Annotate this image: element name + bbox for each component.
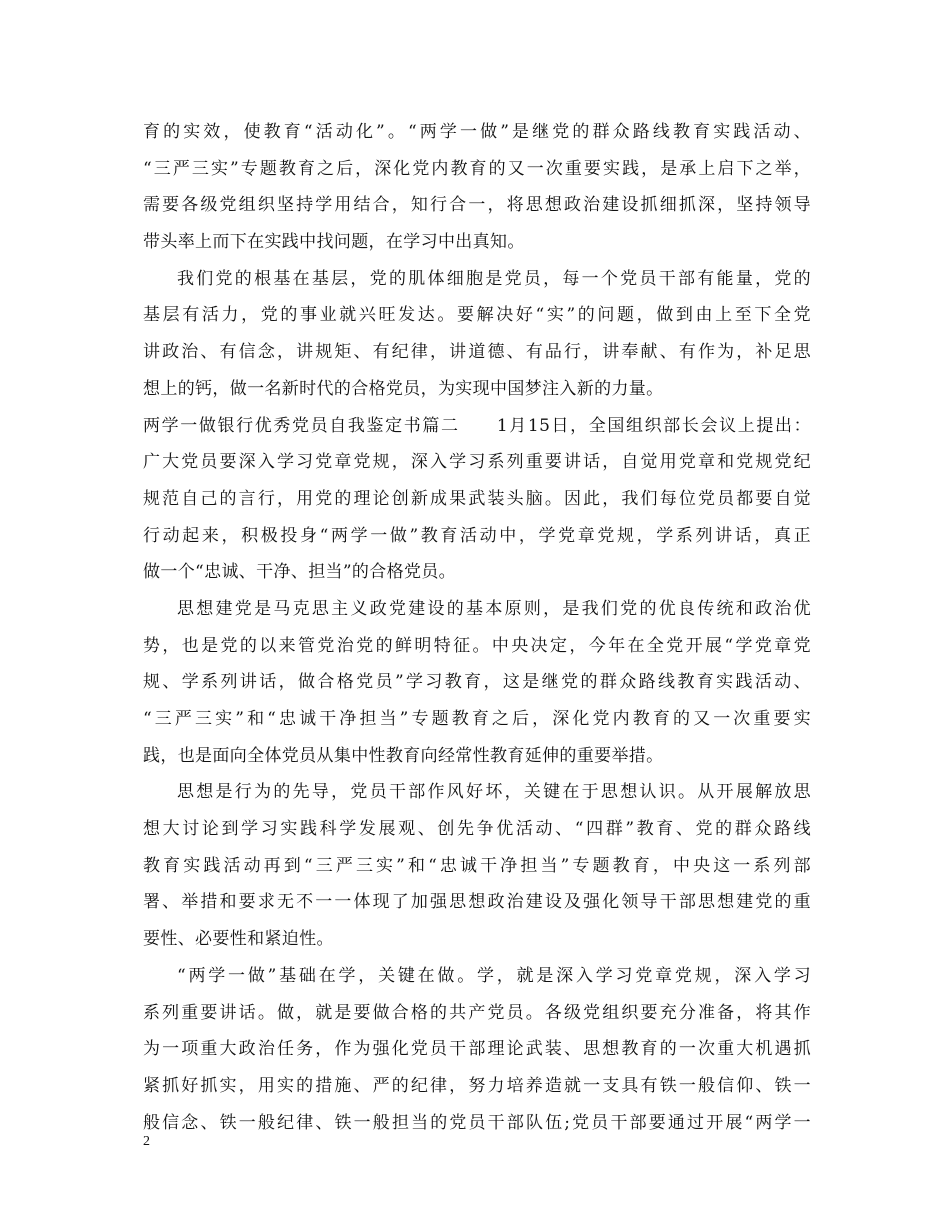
body-text — [143, 114, 811, 1141]
text-line: 做一个“忠诚、干净、担当”的合格党员。 — [143, 562, 457, 583]
text-line: 教育实践活动再到“三严三实”和“忠诚干净担当”专题教育，中央这一系列部 — [143, 855, 811, 876]
text-line: 规范自己的言行，用党的理论创新成果武装头脑。因此，我们每位党员都要自觉 — [143, 488, 811, 509]
text-line: 行动起来，积极投身“两学一做”教育活动中，学党章党规，学系列讲话，真正 — [143, 525, 811, 546]
text-line: 思想是行为的先导，党员干部作风好坏，关键在于思想认识。从开展解放思 — [177, 782, 811, 803]
text-line: 要性、必要性和紧迫性。 — [143, 929, 334, 950]
text-line: 为一项重大政治任务，作为强化党员干部理论武装、思想教育的一次重大机遇抓 — [143, 1039, 811, 1060]
text-line: 想大讨论到学习实践科学发展观、创先争优活动、“四群”教育、党的群众路线 — [143, 819, 811, 840]
text-line: 广大党员要深入学习党章党规，深入学习系列重要讲话，自觉用党章和党规党纪 — [143, 452, 811, 473]
text-line: “三严三实”和“忠诚干净担当”专题教育之后，深化党内教育的又一次重要实 — [143, 709, 811, 729]
text-line: 基层有活力，党的事业就兴旺发达。要解决好“实”的问题，做到由上至下全党 — [143, 305, 811, 326]
text-line: 势，也是党的以来管党治党的鲜明特征。中央决定，今年在全党开展“学党章党 — [143, 635, 811, 656]
text-line: “三严三实”专题教育之后，深化党内教育的又一次重要实践，是承上启下之举， — [143, 158, 811, 179]
text-line: 我们党的根基在基层，党的肌体细胞是党员，每一个党员干部有能量，党的 — [177, 268, 811, 289]
text-line: 想上的钙，做一名新时代的合格党员，为实现中国梦注入新的力量。 — [143, 378, 664, 399]
text-line: 思想建党是马克思主义政党建设的基本原则，是我们党的优良传统和政治优 — [177, 598, 811, 619]
text-line: 讲政治、有信念，讲规矩、有纪律，讲道德、有品行，讲奉献、有作为，补足思 — [143, 342, 811, 363]
page-number: 2 — [143, 1134, 150, 1149]
text-line: 规、学系列讲话，做合格党员”学习教育，这是继党的群众路线教育实践活动、 — [143, 672, 811, 693]
text-line: 需要各级党组织坚持学用结合，知行合一，将思想政治建设抓细抓深，坚持领导 — [143, 195, 811, 216]
text-line: 般信念、铁一般纪律、铁一般担当的党员干部队伍;党员干部要通过开展“两学一 — [143, 1112, 811, 1133]
text-line: “两学一做”基础在学，关键在做。学，就是深入学习党章党规，深入学习 — [177, 965, 811, 986]
text-line: 署、举措和要求无不一一体现了加强思想政治建设及强化领导干部思想建党的重 — [143, 892, 811, 913]
text-line: 育的实效，使教育“活动化”。“两学一做”是继党的群众路线教育实践活动、 — [143, 122, 811, 142]
text-line: 紧抓好抓实，用实的措施、严的纪律，努力培养造就一支具有铁一般信仰、铁一 — [143, 1075, 811, 1096]
text-line: 两学一做银行优秀党员自我鉴定书篇二 1月15日，全国组织部长会议上提出： — [143, 415, 811, 436]
text-line: 带头率上而下在实践中找问题，在学习中出真知。 — [143, 232, 525, 253]
text-line: 践，也是面向全体党员从集中性教育向经常性教育延伸的重要举措。 — [143, 745, 664, 766]
text-line: 系列重要讲话。做，就是要做合格的共产党员。各级党组织要充分准备，将其作 — [143, 1002, 811, 1023]
